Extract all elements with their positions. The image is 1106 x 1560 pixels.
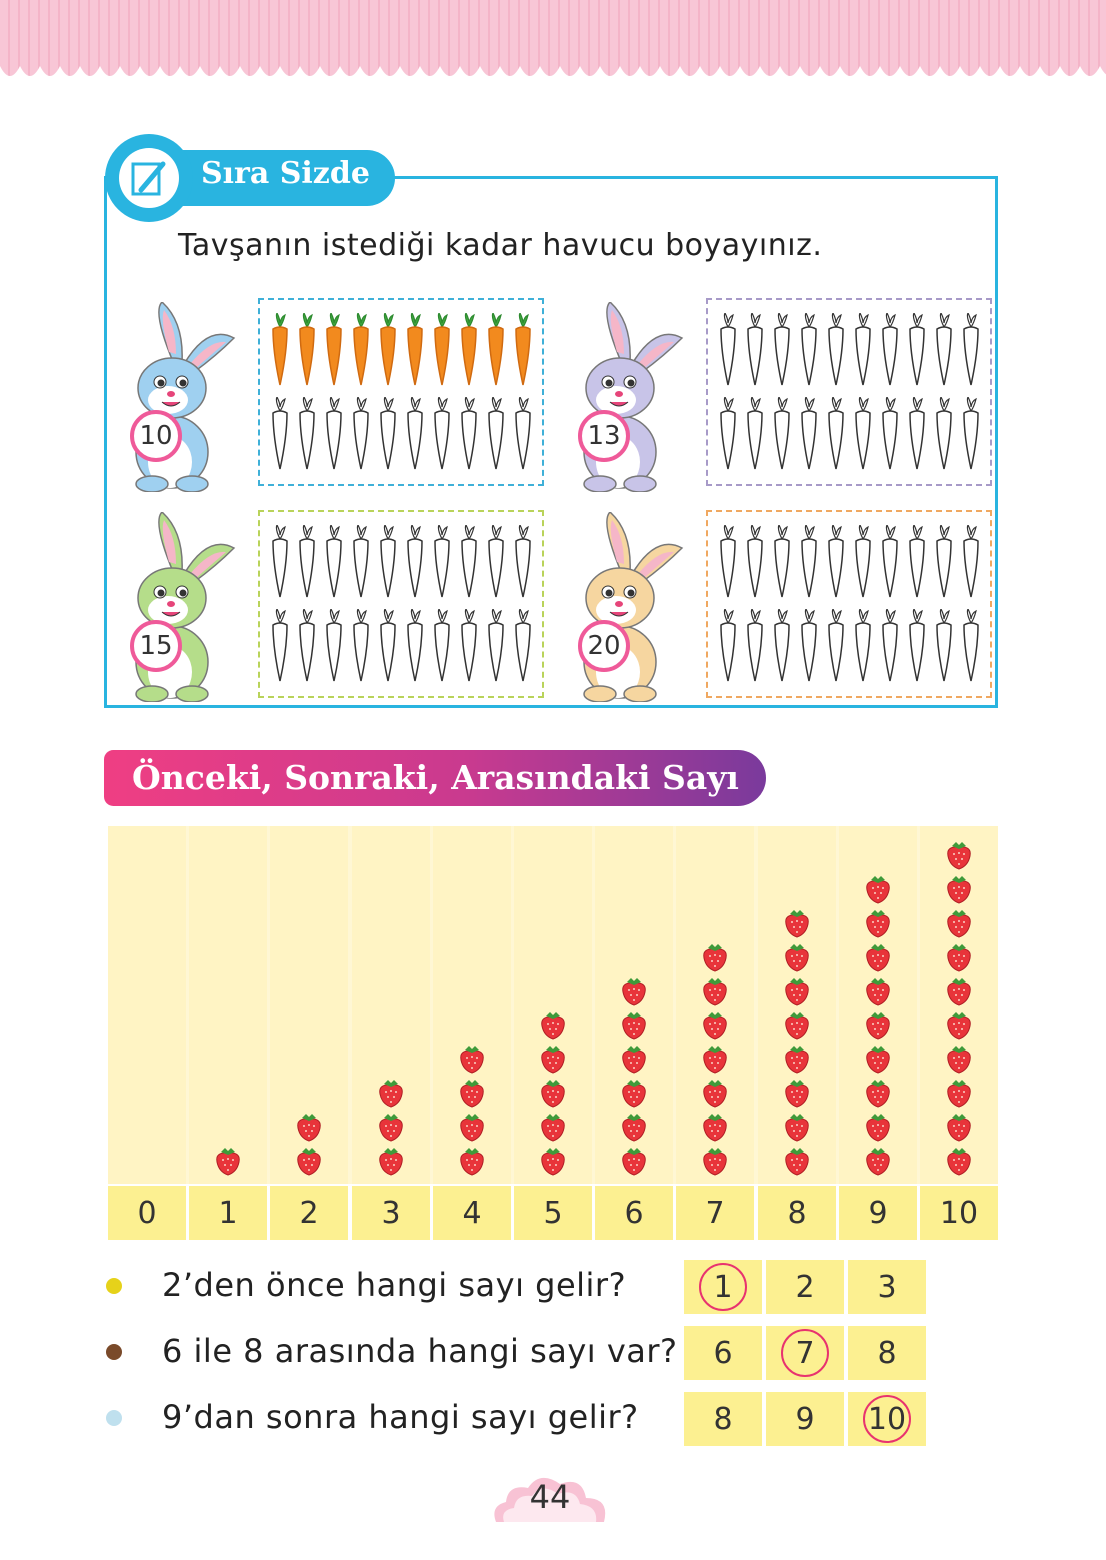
carrot-outline-icon[interactable] bbox=[741, 604, 768, 688]
strawberry-icon bbox=[944, 840, 974, 874]
strawberry-icon bbox=[619, 1010, 649, 1044]
bullet-icon bbox=[106, 1344, 122, 1360]
strawberry-icon bbox=[863, 1146, 893, 1180]
carrot-box bbox=[706, 298, 992, 486]
carrot-outline-icon[interactable] bbox=[509, 604, 536, 688]
strawberry-icon bbox=[782, 1044, 812, 1078]
strawberry-icon bbox=[700, 1044, 730, 1078]
answer-option-circled[interactable]: 10 bbox=[848, 1392, 926, 1446]
carrot-outline-icon[interactable] bbox=[374, 520, 401, 604]
section-title: Önceki, Sonraki, Arasındaki Sayı bbox=[132, 758, 739, 797]
strawberry-icon bbox=[619, 1078, 649, 1112]
carrot-outline-icon[interactable] bbox=[903, 392, 930, 476]
strawberry-icon bbox=[863, 1010, 893, 1044]
carrot-outline-icon[interactable] bbox=[401, 604, 428, 688]
carrot-outline-icon[interactable] bbox=[876, 520, 903, 604]
strawberry-icon bbox=[619, 1112, 649, 1146]
carrot-outline-icon[interactable] bbox=[374, 604, 401, 688]
page-number-badge bbox=[486, 1466, 614, 1526]
strawberry-icon bbox=[944, 908, 974, 942]
answer-option[interactable]: 3 bbox=[848, 1260, 926, 1314]
carrot-colored-icon[interactable] bbox=[374, 308, 401, 392]
carrot-outline-icon[interactable] bbox=[822, 308, 849, 392]
number-line-cell: 7 bbox=[676, 1186, 754, 1240]
carrot-box bbox=[258, 298, 544, 486]
carrot-colored-icon[interactable] bbox=[428, 308, 455, 392]
answer-option[interactable]: 8 bbox=[684, 1392, 762, 1446]
carrot-outline-icon[interactable] bbox=[428, 520, 455, 604]
strawberry-icon bbox=[700, 942, 730, 976]
carrot-outline-icon[interactable] bbox=[320, 392, 347, 476]
carrot-outline-icon[interactable] bbox=[401, 520, 428, 604]
carrot-outline-icon[interactable] bbox=[741, 520, 768, 604]
chart-column bbox=[189, 826, 267, 1184]
carrot-colored-icon[interactable] bbox=[482, 308, 509, 392]
carrot-outline-icon[interactable] bbox=[714, 392, 741, 476]
carrot-outline-icon[interactable] bbox=[455, 520, 482, 604]
question-row bbox=[106, 1260, 926, 1316]
strawberry-icon bbox=[782, 1112, 812, 1146]
number-line-cell: 4 bbox=[433, 1186, 511, 1240]
strawberry-icon bbox=[863, 942, 893, 976]
carrot-outline-icon[interactable] bbox=[930, 520, 957, 604]
carrot-outline-icon[interactable] bbox=[768, 604, 795, 688]
carrot-colored-icon[interactable] bbox=[347, 308, 374, 392]
tab-title: Sıra Sizde bbox=[201, 156, 370, 191]
strawberry-icon bbox=[944, 1010, 974, 1044]
question-row bbox=[106, 1392, 926, 1448]
number-line-cell: 8 bbox=[758, 1186, 836, 1240]
number-line-cell: 3 bbox=[352, 1186, 430, 1240]
question-text: 6 ile 8 arasında hangi sayı var? bbox=[162, 1332, 678, 1370]
strawberry-icon bbox=[538, 1078, 568, 1112]
strawberry-icon bbox=[457, 1044, 487, 1078]
carrot-outline-icon[interactable] bbox=[266, 520, 293, 604]
strawberry-icon bbox=[944, 976, 974, 1010]
carrot-outline-icon[interactable] bbox=[822, 604, 849, 688]
strawberry-icon bbox=[863, 1112, 893, 1146]
carrot-outline-icon[interactable] bbox=[714, 604, 741, 688]
carrot-outline-icon[interactable] bbox=[768, 308, 795, 392]
strawberry-icon bbox=[700, 1112, 730, 1146]
number-line-cell: 10 bbox=[920, 1186, 998, 1240]
strawberry-icon bbox=[863, 976, 893, 1010]
carrot-outline-icon[interactable] bbox=[903, 520, 930, 604]
carrot-box bbox=[258, 510, 544, 698]
strawberry-icon bbox=[944, 874, 974, 908]
pencil-paper-icon bbox=[129, 158, 169, 198]
strawberry-icon bbox=[782, 1146, 812, 1180]
carrot-colored-icon[interactable] bbox=[320, 308, 347, 392]
strawberry-icon bbox=[863, 1078, 893, 1112]
answer-option-circled[interactable]: 1 bbox=[684, 1260, 762, 1314]
strawberry-icon bbox=[782, 976, 812, 1010]
strawberry-icon bbox=[457, 1112, 487, 1146]
strawberry-icon bbox=[700, 1146, 730, 1180]
bullet-icon bbox=[106, 1410, 122, 1426]
answer-option[interactable]: 2 bbox=[766, 1260, 844, 1314]
tab-icon-circle bbox=[105, 134, 193, 222]
number-line-cell: 0 bbox=[108, 1186, 186, 1240]
number-line-cell: 1 bbox=[189, 1186, 267, 1240]
carrot-outline-icon[interactable] bbox=[714, 308, 741, 392]
strawberry-icon bbox=[538, 1112, 568, 1146]
carrot-outline-icon[interactable] bbox=[428, 604, 455, 688]
carrot-outline-icon[interactable] bbox=[957, 308, 984, 392]
carrot-outline-icon[interactable] bbox=[266, 392, 293, 476]
question-text: 9’dan sonra hangi sayı gelir? bbox=[162, 1398, 639, 1436]
carrot-outline-icon[interactable] bbox=[930, 308, 957, 392]
carrot-outline-icon[interactable] bbox=[374, 392, 401, 476]
strawberry-icon bbox=[782, 1010, 812, 1044]
carrot-outline-icon[interactable] bbox=[822, 392, 849, 476]
carrot-outline-icon[interactable] bbox=[768, 392, 795, 476]
carrot-outline-icon[interactable] bbox=[957, 604, 984, 688]
carrot-outline-icon[interactable] bbox=[320, 604, 347, 688]
carrot-colored-icon[interactable] bbox=[266, 308, 293, 392]
instruction-text: Tavşanın istediği kadar havucu boyayınız. bbox=[178, 228, 823, 263]
strawberry-icon bbox=[294, 1112, 324, 1146]
carrot-outline-icon[interactable] bbox=[320, 520, 347, 604]
strawberry-icon bbox=[213, 1146, 243, 1180]
activity-tab bbox=[105, 134, 395, 222]
carrot-outline-icon[interactable] bbox=[876, 308, 903, 392]
carrot-outline-icon[interactable] bbox=[347, 520, 374, 604]
carrot-outline-icon[interactable] bbox=[930, 392, 957, 476]
strawberry-icon bbox=[457, 1078, 487, 1112]
strawberry-icon bbox=[538, 1146, 568, 1180]
carrot-outline-icon[interactable] bbox=[741, 392, 768, 476]
strawberry-icon bbox=[457, 1146, 487, 1180]
strawberry-icon bbox=[944, 942, 974, 976]
strawberry-icon bbox=[700, 1010, 730, 1044]
strawberry-icon bbox=[619, 1146, 649, 1180]
section-title-banner bbox=[104, 750, 766, 806]
carrot-outline-icon[interactable] bbox=[428, 392, 455, 476]
carrot-outline-icon[interactable] bbox=[930, 604, 957, 688]
carrot-outline-icon[interactable] bbox=[293, 604, 320, 688]
strawberry-icon bbox=[782, 1078, 812, 1112]
carrot-outline-icon[interactable] bbox=[347, 392, 374, 476]
carrot-outline-icon[interactable] bbox=[455, 604, 482, 688]
carrot-outline-icon[interactable] bbox=[849, 520, 876, 604]
carrot-outline-icon[interactable] bbox=[455, 392, 482, 476]
strawberry-icon bbox=[700, 976, 730, 1010]
carrot-outline-icon[interactable] bbox=[795, 520, 822, 604]
carrot-outline-icon[interactable] bbox=[293, 520, 320, 604]
carrot-colored-icon[interactable] bbox=[509, 308, 536, 392]
number-line-cell: 2 bbox=[270, 1186, 348, 1240]
strawberry-icon bbox=[619, 976, 649, 1010]
carrot-outline-icon[interactable] bbox=[795, 392, 822, 476]
carrot-colored-icon[interactable] bbox=[401, 308, 428, 392]
strawberry-icon bbox=[376, 1112, 406, 1146]
strawberry-icon bbox=[944, 1078, 974, 1112]
carrot-outline-icon[interactable] bbox=[903, 604, 930, 688]
bunny bbox=[112, 302, 237, 492]
bunny bbox=[560, 512, 685, 702]
carrot-outline-icon[interactable] bbox=[903, 308, 930, 392]
carrot-outline-icon[interactable] bbox=[957, 392, 984, 476]
strawberry-icon bbox=[863, 1044, 893, 1078]
strawberry-icon bbox=[944, 1044, 974, 1078]
bunny bbox=[560, 302, 685, 492]
strawberry-icon bbox=[700, 1078, 730, 1112]
carrot-outline-icon[interactable] bbox=[509, 392, 536, 476]
carrot-outline-icon[interactable] bbox=[482, 604, 509, 688]
bullet-icon bbox=[106, 1278, 122, 1294]
answer-option[interactable]: 8 bbox=[848, 1326, 926, 1380]
answer-option-circled[interactable]: 7 bbox=[766, 1326, 844, 1380]
bunny bbox=[112, 512, 237, 702]
carrot-outline-icon[interactable] bbox=[768, 520, 795, 604]
carrot-outline-icon[interactable] bbox=[795, 604, 822, 688]
strawberry-icon bbox=[863, 908, 893, 942]
carrot-colored-icon[interactable] bbox=[455, 308, 482, 392]
carrot-outline-icon[interactable] bbox=[714, 520, 741, 604]
carrot-colored-icon[interactable] bbox=[293, 308, 320, 392]
bunny-number: 10 bbox=[130, 410, 182, 462]
carrot-outline-icon[interactable] bbox=[509, 520, 536, 604]
carrot-outline-icon[interactable] bbox=[822, 520, 849, 604]
carrot-outline-icon[interactable] bbox=[849, 308, 876, 392]
carrot-outline-icon[interactable] bbox=[957, 520, 984, 604]
question-text: 2’den önce hangi sayı gelir? bbox=[162, 1266, 627, 1304]
carrot-outline-icon[interactable] bbox=[795, 308, 822, 392]
strawberry-icon bbox=[863, 874, 893, 908]
carrot-box bbox=[706, 510, 992, 698]
strawberry-icon bbox=[619, 1044, 649, 1078]
carrot-outline-icon[interactable] bbox=[741, 308, 768, 392]
number-line-cell: 6 bbox=[595, 1186, 673, 1240]
number-line-cell: 5 bbox=[514, 1186, 592, 1240]
question-row bbox=[106, 1326, 926, 1382]
answer-option[interactable]: 9 bbox=[766, 1392, 844, 1446]
carrot-outline-icon[interactable] bbox=[401, 392, 428, 476]
carrot-outline-icon[interactable] bbox=[876, 392, 903, 476]
answer-option[interactable]: 6 bbox=[684, 1326, 762, 1380]
top-decorative-band bbox=[0, 0, 1106, 78]
carrot-outline-icon[interactable] bbox=[293, 392, 320, 476]
carrot-outline-icon[interactable] bbox=[347, 604, 374, 688]
page-number: 44 bbox=[529, 1478, 571, 1516]
carrot-outline-icon[interactable] bbox=[266, 604, 293, 688]
strawberry-icon bbox=[376, 1078, 406, 1112]
bunny-number: 13 bbox=[578, 410, 630, 462]
strawberry-icon bbox=[782, 908, 812, 942]
carrot-outline-icon[interactable] bbox=[849, 604, 876, 688]
strawberry-icon bbox=[538, 1044, 568, 1078]
bunny-number: 15 bbox=[130, 620, 182, 672]
number-line-cell: 9 bbox=[839, 1186, 917, 1240]
scalloped-edge bbox=[0, 66, 1106, 90]
carrot-outline-icon[interactable] bbox=[482, 392, 509, 476]
carrot-outline-icon[interactable] bbox=[849, 392, 876, 476]
carrot-outline-icon[interactable] bbox=[482, 520, 509, 604]
bunny-number: 20 bbox=[578, 620, 630, 672]
strawberry-icon bbox=[944, 1146, 974, 1180]
strawberry-icon bbox=[944, 1112, 974, 1146]
chart-column bbox=[108, 826, 186, 1184]
carrot-outline-icon[interactable] bbox=[876, 604, 903, 688]
strawberry-icon bbox=[294, 1146, 324, 1180]
strawberry-icon bbox=[376, 1146, 406, 1180]
strawberry-icon bbox=[782, 942, 812, 976]
strawberry-icon bbox=[538, 1010, 568, 1044]
